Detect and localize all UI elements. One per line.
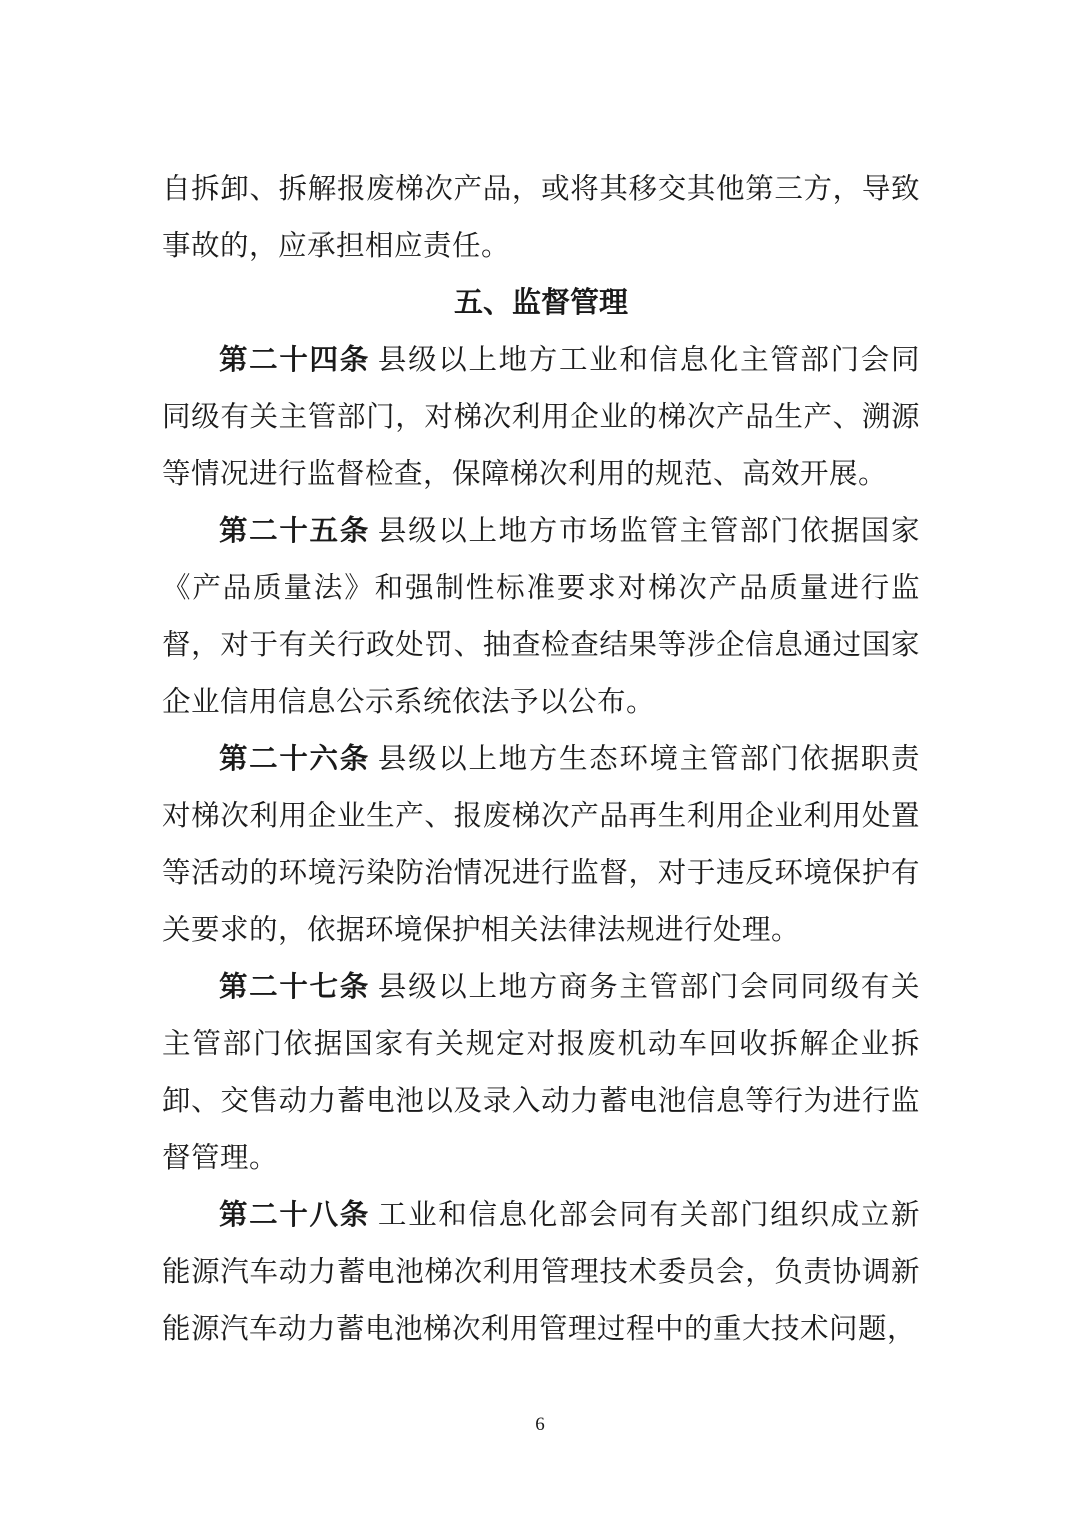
article-text: 县级以上地方工业和信息化主管部门会同同级有关主管部门，对梯次利用企业的梯次产品生产、溯源等情况进行监督检查，保障梯次利用的规范、高效开展。 bbox=[162, 343, 920, 490]
article-number: 第二十五条 bbox=[219, 513, 370, 547]
article-25 bbox=[162, 502, 920, 730]
continuation-paragraph: 自拆卸、拆解报废梯次产品，或将其移交其他第三方，导致事故的，应承担相应责任。 bbox=[162, 172, 920, 262]
article-number: 第二十四条 bbox=[219, 342, 370, 376]
page-number: 6 bbox=[535, 1414, 545, 1435]
article-27 bbox=[162, 958, 920, 1186]
article-26 bbox=[162, 730, 920, 958]
article-text: 工业和信息化部会同有关部门组织成立新能源汽车动力蓄电池梯次利用管理技术委员会，负责协调新能源汽车动力蓄电池梯次利用管理过程中的重大技术问题， bbox=[162, 1198, 920, 1345]
article-number: 第二十六条 bbox=[219, 741, 370, 775]
article-24 bbox=[162, 331, 920, 502]
article-text: 县级以上地方生态环境主管部门依据职责对梯次利用企业生产、报废梯次产品再生利用企业利用处置等活动的环境污染防治情况进行监督，对于违反环境保护有关要求的，依据环境保护相关法律法规进行处理。 bbox=[162, 742, 920, 946]
article-text: 县级以上地方商务主管部门会同同级有关主管部门依据国家有关规定对报废机动车回收拆解企业拆卸、交售动力蓄电池以及录入动力蓄电池信息等行为进行监督管理。 bbox=[162, 970, 920, 1174]
article-number: 第二十八条 bbox=[219, 1197, 370, 1231]
article-28 bbox=[162, 1186, 920, 1357]
article-text: 县级以上地方市场监管主管部门依据国家《产品质量法》和强制性标准要求对梯次产品质量进行监督，对于有关行政处罚、抽查检查结果等涉企信息通过国家企业信用信息公示系统依法予以公布。 bbox=[162, 514, 920, 718]
article-number: 第二十七条 bbox=[219, 969, 370, 1003]
document-page bbox=[162, 160, 920, 1357]
section-title: 五、监督管理 bbox=[453, 285, 628, 319]
